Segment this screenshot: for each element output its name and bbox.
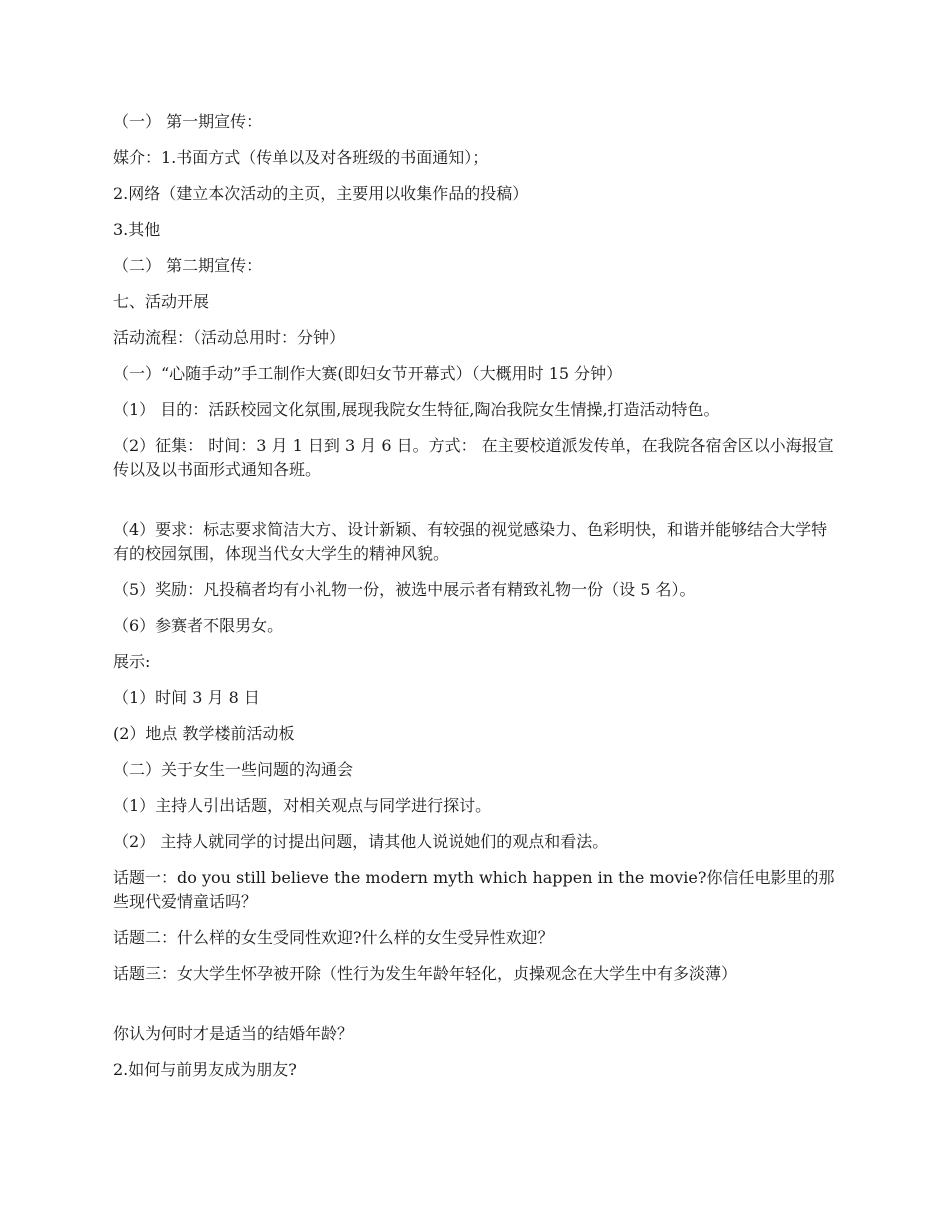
contest-purpose: （1） 目的：活跃校园文化氛围,展现我院女生特征,陶冶我院女生情操,打造活动特色。 — [113, 400, 720, 419]
topic-2: 话题二：什么样的女生受同性欢迎?什么样的女生受异性欢迎？ — [113, 928, 554, 947]
contest-rewards: （5）奖励：凡投稿者均有小礼物一份，被选中展示者有精致礼物一份（设 5 名）。 — [113, 580, 696, 599]
media-item-2: 2.网络（建立本次活动的主页，主要用以收集作品的投稿） — [113, 184, 529, 203]
section-heading-activity: 七、活动开展 — [113, 292, 210, 311]
display-time: （1）时间 3 月 8 日 — [113, 688, 260, 707]
media-item-1: 媒介：1.书面方式（传单以及对各班级的书面通知）； — [113, 148, 489, 167]
meeting-step-2: （2） 主持人就同学的讨提出问题，请其他人说说她们的观点和看法。 — [113, 832, 609, 851]
topic-3: 话题三：女大学生怀孕被开除（性行为发生年龄年轻化，贞操观念在大学生中有多淡薄） — [113, 964, 738, 983]
topic-1: 话题一：do you still believe the modern myth which happen in the movie?你信任电影里的那些现代爱情童话吗？ — [113, 868, 835, 911]
subsection-communication-meeting: （二）关于女生一些问题的沟通会 — [113, 760, 354, 779]
subsection-handcraft-contest: （一）“心随手动”手工制作大赛(即妇女节开幕式）（大概用时 15 分钟） — [113, 364, 623, 383]
display-heading: 展示: — [113, 652, 151, 671]
document-body — [113, 110, 838, 1094]
activity-flow: 活动流程：（活动总用时：分钟） — [113, 328, 346, 347]
question-marriage-age: 你认为何时才是适当的结婚年龄？ — [113, 1024, 354, 1043]
section-heading-second-publicity: （二） 第二期宣传： — [113, 256, 263, 275]
contest-collection: （2）征集： 时间：3 月 1 日到 3 月 6 日。方式： 在主要校道派发传单，在我院各宿舍区以小海报宣传以及以书面形式通知各班。 — [113, 436, 834, 479]
section-heading-first-publicity: （一） 第一期宣传： — [113, 112, 263, 131]
display-location: (2）地点 教学楼前活动板 — [113, 724, 295, 743]
meeting-step-1: （1）主持人引出话题，对相关观点与同学进行探讨。 — [113, 796, 492, 815]
contest-requirements: （4）要求：标志要求简洁大方、设计新颖、有较强的视觉感染力、色彩明快，和谐并能够结合大学特有的校园氛围，体现当代女大学生的精神风貌。 — [113, 520, 828, 563]
question-ex-boyfriend: 2.如何与前男友成为朋友? — [113, 1060, 297, 1079]
media-item-3: 3.其他 — [113, 220, 161, 239]
contest-participants: （6）参赛者不限男女。 — [113, 616, 284, 635]
